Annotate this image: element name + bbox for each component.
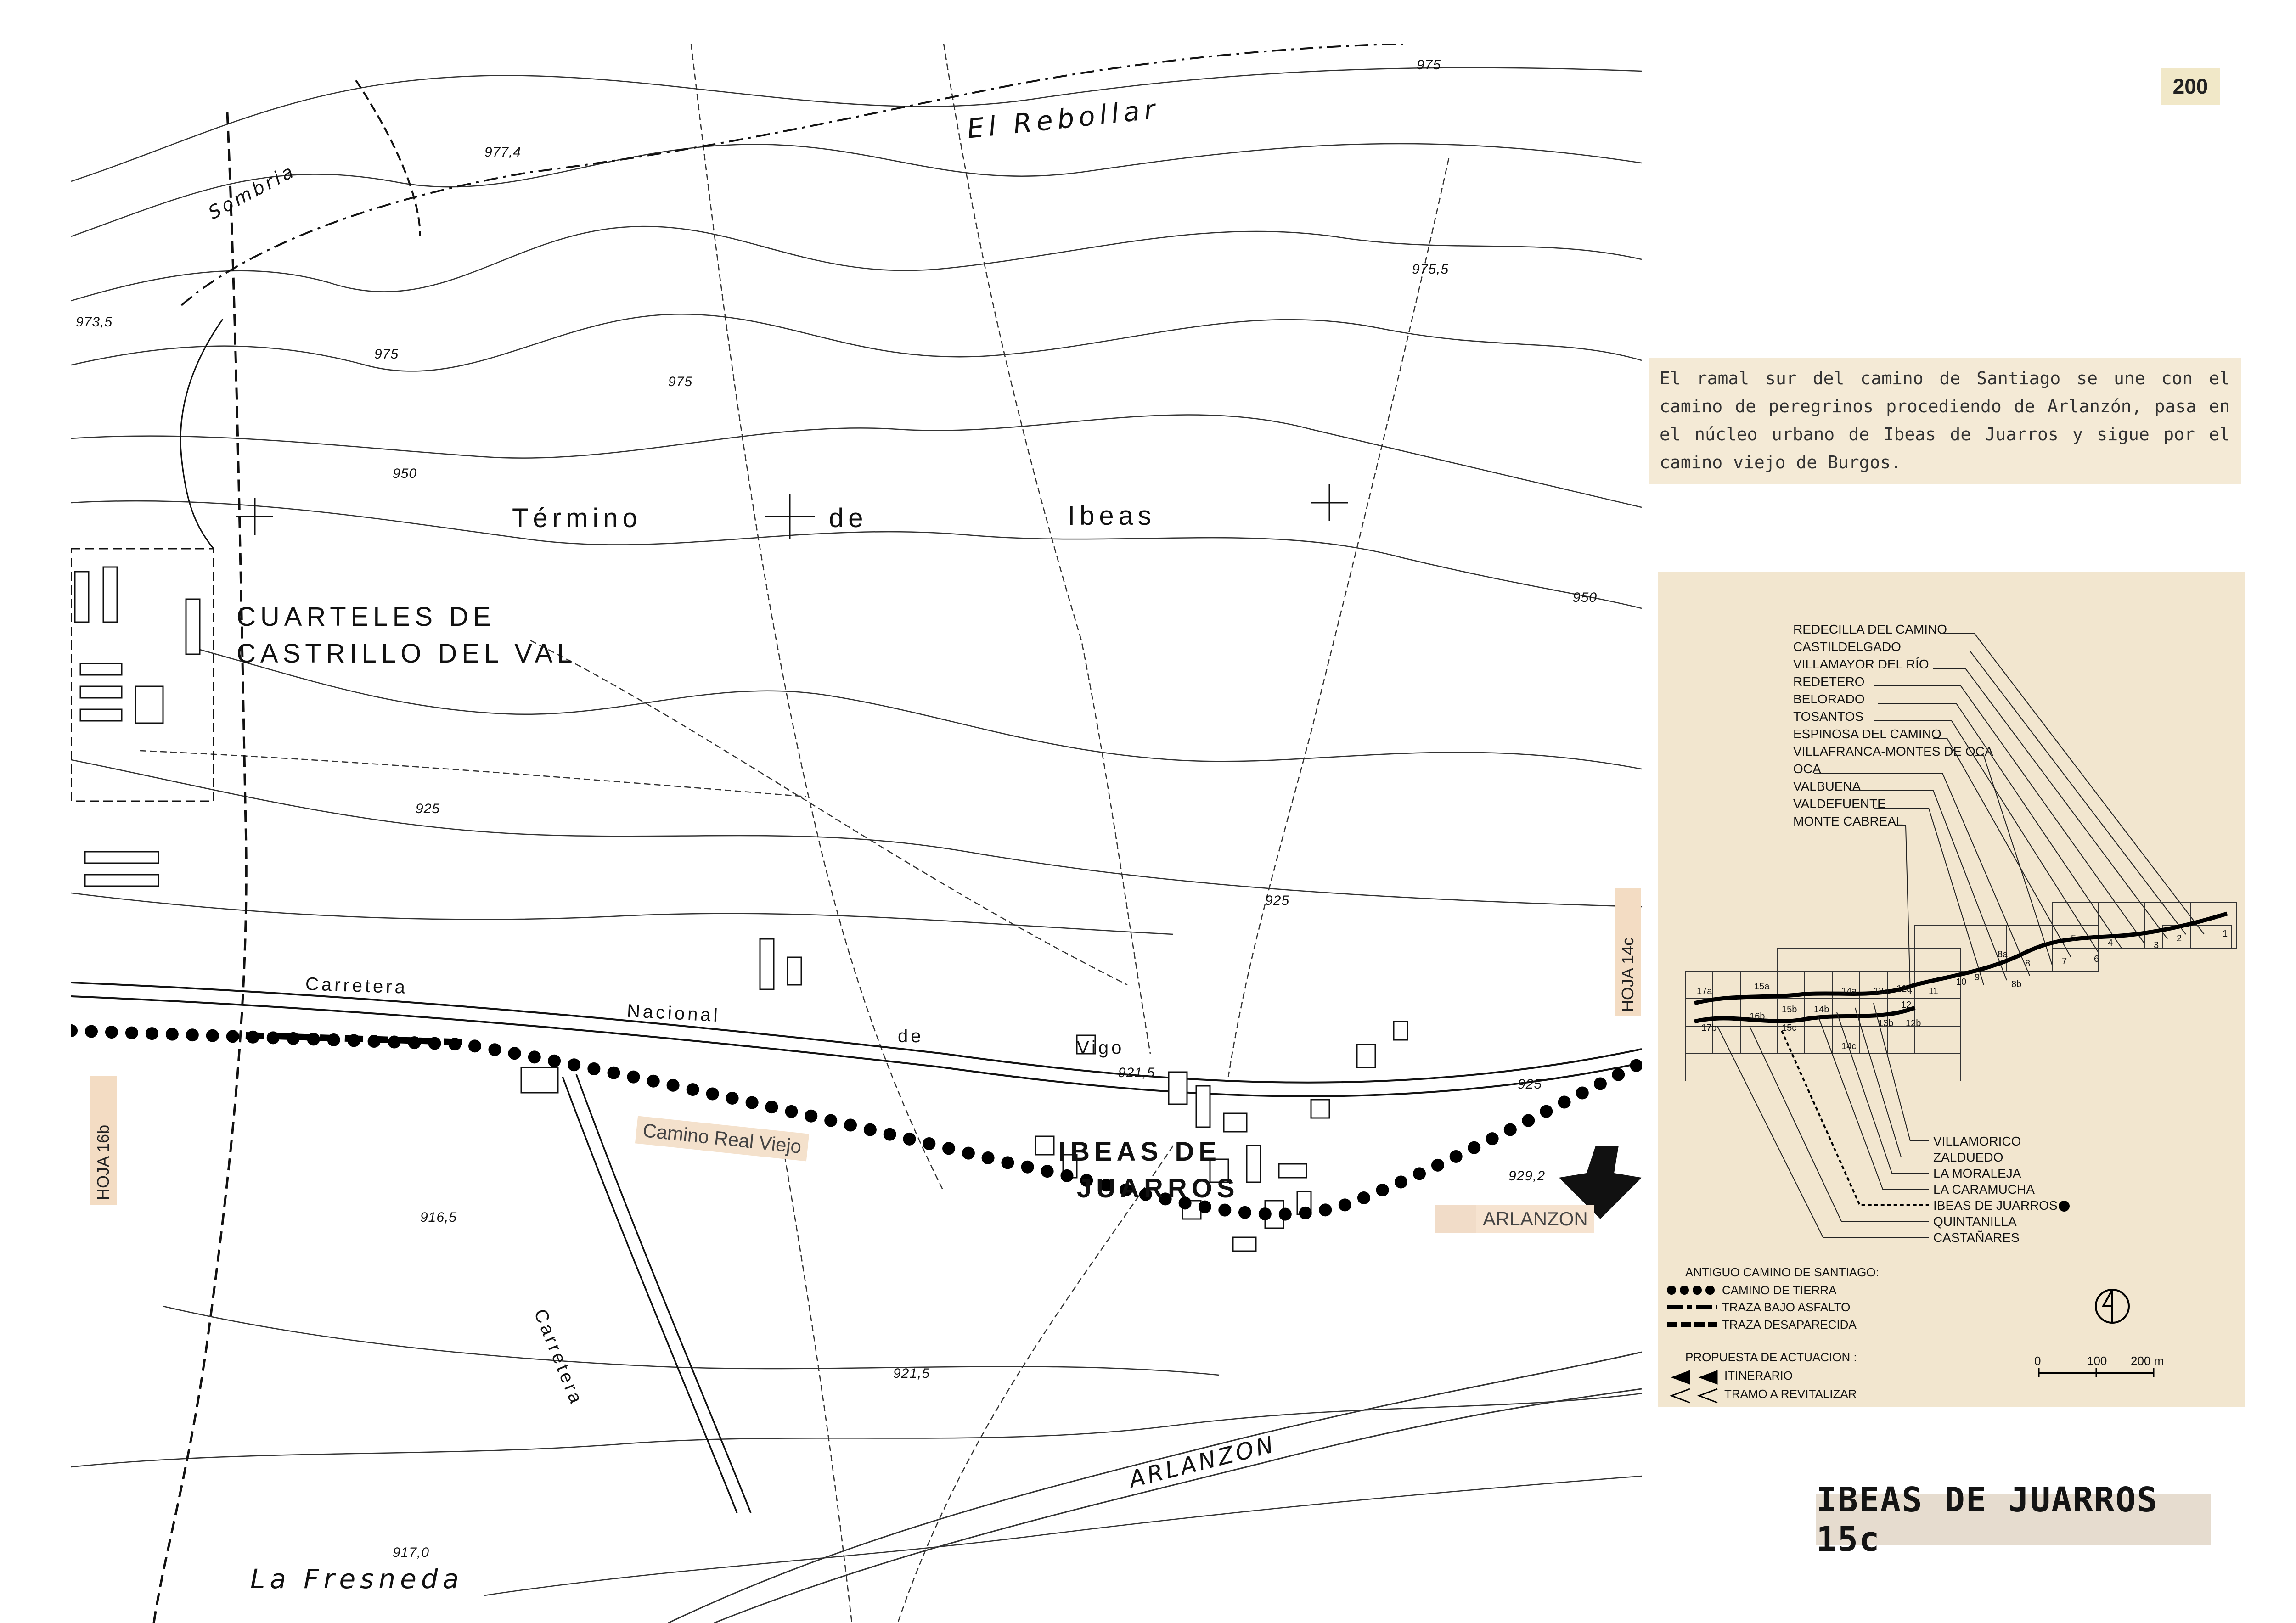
- sheet-number: 5: [2071, 933, 2077, 943]
- scale-bar: [2034, 1354, 2164, 1377]
- sheet-number: 2: [2177, 933, 2182, 943]
- town-label: OCA: [1793, 762, 1821, 776]
- north-road: [180, 319, 223, 549]
- sheet-number: 14a: [1841, 986, 1857, 996]
- label-hoja-14c[interactable]: HOJA 14c: [1615, 888, 1641, 1016]
- barracks-buildings: [71, 549, 214, 886]
- label-el-rebollar: El Rebollar: [965, 93, 1161, 145]
- sheet-number: 7: [2062, 956, 2067, 966]
- town-list-bottom: [1933, 1134, 2058, 1245]
- town-label: VALDEFUENTE: [1793, 797, 1886, 811]
- sheet-number: 12b: [1906, 1018, 1921, 1028]
- sheet-number: 13b: [1878, 1018, 1894, 1028]
- scale-label: 0: [2034, 1354, 2041, 1368]
- revitalize-symbol-icon: [1671, 1389, 1717, 1403]
- town-label: REDETERO: [1793, 674, 1865, 689]
- scale-label: 200 m: [2131, 1354, 2164, 1368]
- elevation-label: 950: [1573, 590, 1598, 605]
- elevation-label: 925: [1518, 1077, 1542, 1092]
- sheet-number: 17a: [1697, 986, 1712, 996]
- railway: [181, 44, 1403, 305]
- sheet-number: 6: [2094, 954, 2099, 964]
- elevation-label: 921,5: [893, 1366, 930, 1381]
- town-label: MONTE CABREAL: [1793, 814, 1903, 828]
- town-label: VILLAMORICO: [1933, 1134, 2021, 1148]
- sheet-number: 15a: [1754, 982, 1770, 992]
- topographic-map[interactable]: [71, 44, 1642, 1623]
- label-cuarteles-line1: CUARTELES DE: [236, 602, 495, 632]
- town-list-top: [1793, 622, 1993, 828]
- label-carretera: Carretera: [305, 974, 408, 998]
- north-arrow-icon: [2096, 1290, 2129, 1323]
- sheet-number: 11: [1929, 986, 1938, 996]
- sheet-number: 8: [2025, 959, 2031, 969]
- municipal-boundary: [154, 112, 246, 1623]
- sheet-number: 15b: [1782, 1005, 1797, 1015]
- label-arlanzon-river: ARLANZON: [1126, 1431, 1279, 1493]
- town-label: CASTAÑARES: [1933, 1230, 2020, 1245]
- grid-crosses: [236, 484, 1348, 539]
- label-sombria: Sombria: [205, 160, 299, 224]
- elevation-label: 921,5: [1118, 1065, 1155, 1080]
- elevation-label: 975: [668, 374, 693, 389]
- town-label: BELORADO: [1793, 692, 1865, 706]
- town-label: LA CARAMUCHA: [1933, 1182, 2035, 1196]
- sheet-title: IBEAS DE JUARROS 15c: [1816, 1494, 2211, 1545]
- town-label: VILLAMAYOR DEL RÍO: [1793, 657, 1929, 671]
- town-label: VILLAFRANCA-MONTES DE OCA: [1793, 744, 1993, 758]
- key-item: CAMINO DE TIERRA: [1722, 1283, 1837, 1297]
- elevation-label: 975: [1417, 57, 1441, 73]
- elevation-label: 925: [416, 801, 440, 816]
- elevation-label: 973,5: [76, 314, 113, 330]
- village-buildings: [521, 939, 1407, 1251]
- tracks: [140, 44, 1449, 1623]
- town-label: CASTILDELGADO: [1793, 640, 1901, 654]
- town-label: ZALDUEDO: [1933, 1150, 2003, 1164]
- label-hoja-16b[interactable]: HOJA 16b: [90, 1076, 117, 1205]
- camino-vanished-segment: [246, 1035, 466, 1042]
- sheet-number: 14b: [1814, 1005, 1829, 1015]
- town-label: TOSANTOS: [1793, 709, 1864, 724]
- sheet-numbers: [1697, 929, 2228, 1051]
- label-la-fresneda: La Fresneda: [250, 1563, 464, 1595]
- elevation-label: 975,5: [1412, 262, 1449, 277]
- label-vigo: Vigo: [1077, 1038, 1125, 1058]
- leader-lines-bottom: [1717, 1003, 1929, 1237]
- scale-label: 100: [2087, 1354, 2107, 1368]
- town-label: VALBUENA: [1793, 779, 1861, 793]
- label-ibeas-de: IBEAS DE: [1058, 1137, 1221, 1167]
- town-label: LA MORALEJA: [1933, 1166, 2021, 1180]
- sheet-number: 10: [1956, 977, 1967, 987]
- elevation-label: 977,4: [484, 145, 522, 160]
- elevation-label: 975: [374, 347, 399, 362]
- page-number: 200: [2161, 68, 2220, 105]
- sheet-number: 14c: [1841, 1041, 1857, 1051]
- sheet-number: 9: [1975, 972, 1980, 983]
- label-juarros: JUARROS: [1077, 1174, 1239, 1203]
- sheet-number: 12: [1901, 1000, 1912, 1010]
- key-title: ANTIGUO CAMINO DE SANTIAGO:: [1685, 1265, 1879, 1279]
- key-item: TRAZA DESAPARECIDA: [1722, 1318, 1857, 1331]
- key-map-diagram: [1658, 572, 2245, 1407]
- sheet-number: 16b: [1750, 1011, 1765, 1022]
- current-town-marker-icon: [2059, 1201, 2070, 1212]
- label-carretera-vertical: Carretera: [530, 1306, 587, 1409]
- proposal-title: PROPUESTA DE ACTUACION :: [1685, 1350, 1857, 1364]
- label-ibeas: Ibeas: [1068, 501, 1156, 531]
- town-label: QUINTANILLA: [1933, 1214, 2017, 1229]
- sheet-number: 13a: [1874, 986, 1889, 996]
- sheet-number: 17b: [1701, 1023, 1717, 1033]
- elevation-label: 950: [393, 466, 417, 481]
- itinerary-symbol-icon: [1671, 1370, 1717, 1384]
- label-nacional: Nacional: [626, 1000, 721, 1026]
- sheet-grid: [1685, 902, 2236, 1081]
- sheet-number: 15c: [1782, 1023, 1797, 1033]
- description-text: El ramal sur del camino de Santiago se une con el camino de peregrinos procediendo de Arlanzón, pasa en el núcleo urbano de Ibeas de Juarros y sigue por el camino viejo de Burgos.: [1649, 358, 2241, 484]
- map-linework: [71, 44, 1642, 1623]
- map-key: [1667, 1265, 1879, 1403]
- proposal-item: ITINERARIO: [1724, 1369, 1793, 1382]
- key-item: TRAZA BAJO ASFALTO: [1722, 1300, 1851, 1314]
- elevation-label: 929,2: [1508, 1168, 1546, 1184]
- sheet-number: 8a: [1998, 949, 2008, 960]
- label-cuarteles-line2: CASTRILLO DEL VAL: [236, 639, 577, 668]
- label-de: de: [829, 503, 868, 533]
- sheet-number: 3: [2154, 940, 2159, 950]
- dotted-line-symbol-icon: [1667, 1286, 1715, 1295]
- elevation-label: 925: [1265, 893, 1290, 908]
- town-label: IBEAS DE JUARROS: [1933, 1198, 2058, 1213]
- sheet-number: 12a: [1896, 984, 1912, 994]
- sheet-number: 4: [2108, 938, 2113, 948]
- label-arlanzon-direction: ARLANZON: [1435, 1205, 1594, 1233]
- label-termino: Término: [512, 503, 642, 533]
- label-de-road: de: [898, 1026, 924, 1046]
- elevation-label: 917,0: [393, 1545, 430, 1560]
- label-camino-real-viejo: Camino Real Viejo: [635, 1116, 809, 1162]
- elevation-label: 916,5: [420, 1210, 457, 1225]
- proposal-item: TRAMO A REVITALIZAR: [1724, 1387, 1857, 1401]
- town-label: ESPINOSA DEL CAMINO: [1793, 727, 1941, 741]
- sheet-number: 8b: [2011, 979, 2022, 989]
- legend-panel: [1658, 572, 2245, 1407]
- sheet-number: 1: [2223, 929, 2228, 939]
- town-label: REDECILLA DEL CAMINO: [1793, 622, 1947, 636]
